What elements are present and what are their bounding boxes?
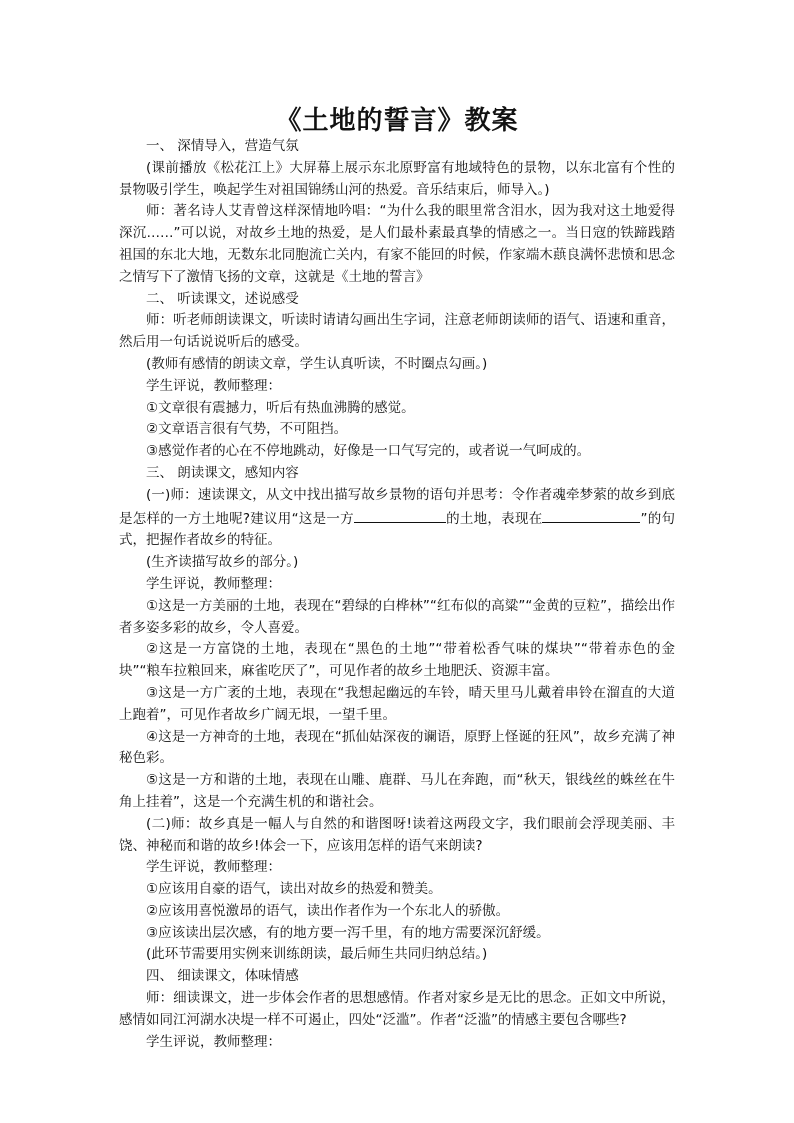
list-item: ①应该用自豪的语气，读出对故乡的热爱和赞美。 (146, 881, 442, 898)
section-heading-3: 三、 朗读课文，感知内容 (146, 464, 299, 481)
document-title: 《土地的誓言》教案 (275, 106, 519, 136)
paragraph-student-comment: 学生评说，教师整理： (146, 1033, 281, 1050)
paragraph-intro-note: (课前播放《松花江上》大屏幕上展示东北原野富有地域特色的景物，以东北富有个性的景物吸引学生，唤起学生对祖国锦绣山河的热爱。音乐结束后，师导入。) (119, 159, 675, 198)
paragraph-emotion-task: 师：细读课文，进一步体会作者的思想感情。作者对家乡是无比的思念。正如文中所说，感情如同江河湖水决堤一样不可遏止，四处“泛滥”。作者“泛滥”的情感主要包含哪些? (119, 990, 675, 1028)
paragraph-listen-task: 师：听老师朗读课文，听读时请请勾画出生字词，注意老师朗读师的语气、语速和重音，然后用一句话说说听后的感受。 (119, 312, 675, 351)
list-item: ③感觉作者的心在不停地跳动，好像是一口气写完的，或者说一气呵成的。 (146, 443, 591, 460)
fill-blank-2 (542, 507, 640, 523)
paragraph-listen-note: (教师有感情的朗读文章，学生认真听读，不时圈点勾画。) (146, 355, 488, 372)
section-heading-2: 二、 听读课文，述说感受 (146, 290, 299, 307)
paragraph-teacher-intro: 师：著名诗人艾青曾这样深情地吟唱：“为什么我的眼里常含泪水，因为我对这土地爱得深沉……”可以说，对故乡土地的热爱，是人们最朴素最真挚的情感之一。当日寇的铁蹄践踏祖国的东北大地，无数东北同胞流亡关内，有家不能回的时候，作家端木蕻良满怀悲愤和思念之情写下了激情飞扬的文章，这就是《土地的誓言》 (119, 203, 675, 285)
document-body (119, 136, 675, 1053)
paragraph-tone-note: (此环节需要用实例来训练朗读，最后师生共同归纳总结。) (146, 946, 488, 963)
paragraph-student-comment: 学生评说，教师整理： (146, 575, 281, 592)
section-heading-1: 一、 深情导入，营造气氛 (146, 138, 299, 154)
paragraph-student-comment: 学生评说，教师整理： (146, 377, 281, 394)
read-task-text-b: 的土地，表现在 (445, 510, 543, 527)
list-item: ②文章语言很有气势，不可阻挡。 (146, 421, 348, 438)
list-item: ①文章很有震撼力，听后有热血沸腾的感觉。 (146, 399, 415, 416)
list-item: ②这是一方富饶的土地，表现在“黑色的土地”“带着松香气味的煤块”“带着赤色的金块”“粮车拉粮回来，麻雀吃厌了”，可见作者的故乡土地肥沃、资源丰富。 (119, 641, 675, 680)
list-item: ⑤这是一方和谐的土地，表现在山雕、鹿群、马儿在奔跑，而“秋天，银线丝的蛛丝在牛角上挂着”，这是一个充满生机的和谐社会。 (119, 772, 675, 810)
read-task-text-c: ”的句式，把握作者故乡的特征。 (119, 510, 675, 549)
fill-blank-1 (354, 507, 446, 523)
list-item: ③这是一方广袤的土地，表现在“我想起幽远的车铃，晴天里马儿戴着串铃在溜直的大道上跑着”，可见作者故乡广阔无垠，一望千里。 (119, 684, 675, 723)
list-item: ①这是一方美丽的土地，表现在“碧绿的白桦林”“红布似的高粱”“金黄的豆粒”，描绘出作者多姿多彩的故乡，令人喜爱。 (119, 597, 675, 636)
read-task-text-a: (一)师：速读课文，从文中找出描写故乡景物的语句并思考：令作者魂牵梦萦的故乡到底是怎样的一方土地呢?建议用“这是一方 (119, 486, 675, 527)
list-item: ②应该用喜悦激昂的语气，读出作者作为一个东北人的骄傲。 (146, 902, 510, 919)
paragraph-student-comment: 学生评说，教师整理： (146, 859, 281, 876)
paragraph-read-task (119, 485, 675, 552)
paragraph-tone-task: (二)师：故乡真是一幅人与自然的和谐图呀!读着这两段文字，我们眼前会浮现美丽、丰饶、神秘而和谐的故乡!体会一下，应该用怎样的语气来朗读? (119, 815, 675, 854)
section-heading-4: 四、 细读课文，体味情感 (146, 968, 299, 985)
list-item: ③应该读出层次感，有的地方要一泻千里，有的地方需要深沉舒缓。 (146, 924, 550, 941)
paragraph-read-note: (生齐读描写故乡的部分。) (146, 554, 299, 571)
list-item: ④这是一方神奇的土地，表现在“抓仙姑深夜的谰语，原野上怪诞的狂风”，故乡充满了神秘色彩。 (119, 728, 675, 767)
